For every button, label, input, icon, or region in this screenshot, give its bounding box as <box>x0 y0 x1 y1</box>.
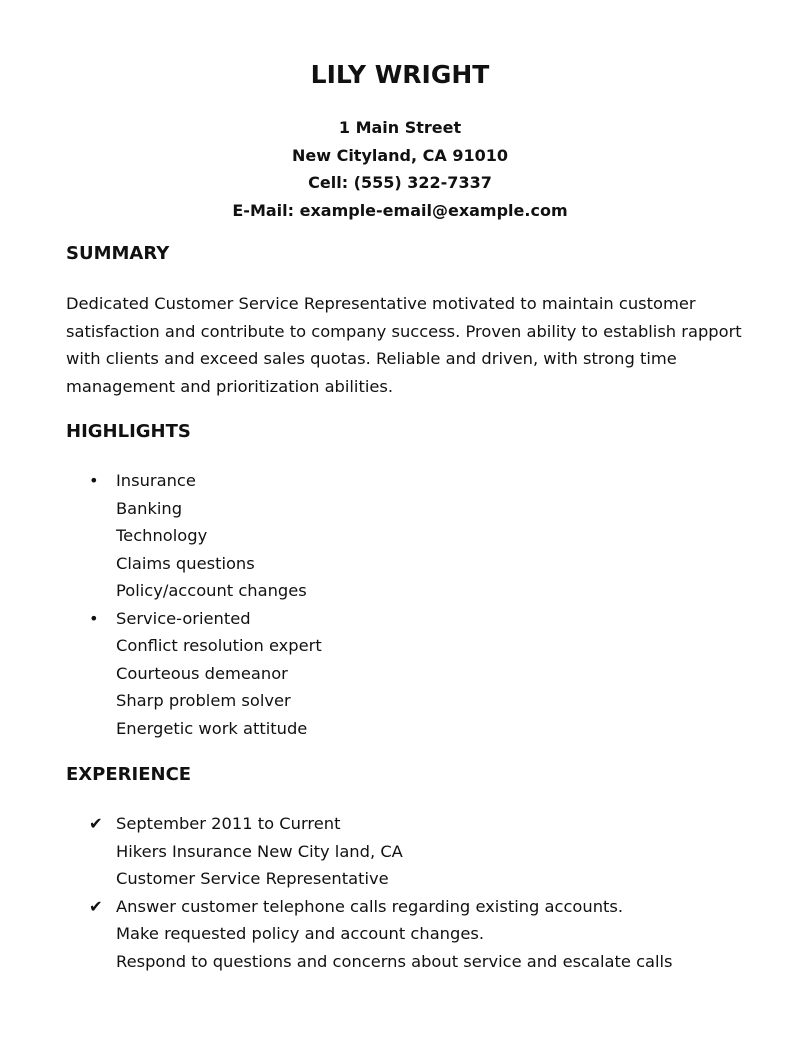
list-item-text: Conflict resolution expert <box>116 636 322 655</box>
email-line: E-Mail: example-email@example.com <box>232 200 568 220</box>
list-item-text: Banking <box>116 498 183 518</box>
list-item <box>116 577 322 605</box>
list-item-text: Policy/account changes <box>116 581 307 600</box>
list-item <box>116 948 673 976</box>
list-item-text: Technology <box>116 526 208 545</box>
list-item-text: Insurance <box>116 471 196 490</box>
contact-info <box>0 114 800 224</box>
list-item-text: Courteous demeanor <box>116 663 288 683</box>
list-item-text: Sharp problem solver <box>116 691 291 710</box>
experience-heading: EXPERIENCE <box>66 764 192 785</box>
city-line: New Cityland, CA 91010 <box>291 145 509 165</box>
list-item-text: Answer customer telephone calls regarding existing accounts. <box>116 896 624 916</box>
list-item <box>89 605 322 633</box>
candidate-name: LILY WRIGHT <box>310 60 490 89</box>
list-item-text: Respond to questions and concerns about service and escalate calls <box>116 951 673 971</box>
list-item <box>116 838 673 866</box>
list-item-text: Energetic work attitude <box>116 718 308 738</box>
highlights-heading: HIGHLIGHTS <box>66 421 191 442</box>
list-item <box>89 893 673 921</box>
summary-heading: SUMMARY <box>66 243 170 264</box>
list-item-text: Make requested policy and account changes. <box>116 924 485 943</box>
list-item <box>116 522 322 550</box>
list-item <box>116 660 322 688</box>
checkmark-icon: ✔ <box>89 896 103 916</box>
list-item-text: Service-oriented <box>116 608 251 628</box>
list-item-text: Customer Service Representative <box>116 869 389 888</box>
bullet-icon: • <box>89 471 99 490</box>
list-item-text: Hikers Insurance New City land, CA <box>116 841 403 861</box>
highlights-list <box>89 467 322 742</box>
list-item-text: September 2011 to Current <box>116 814 341 833</box>
list-item <box>116 495 322 523</box>
list-item <box>116 865 673 893</box>
list-item <box>89 467 322 495</box>
list-item <box>116 550 322 578</box>
list-item-text: Claims questions <box>116 553 255 573</box>
list-item <box>116 920 673 948</box>
experience-list <box>89 810 673 975</box>
bullet-icon: • <box>89 608 99 628</box>
address-line: 1 Main Street <box>338 118 462 137</box>
list-item <box>116 687 322 715</box>
summary-text: Dedicated Customer Service Representative motivated to maintain customer satisfaction and contribute to company success. Proven ability to establish rapport with clients and exceed sales quotas. Reliable and driven, with strong time management and prioritization abilities. <box>66 294 742 396</box>
list-item <box>116 715 322 743</box>
list-item <box>116 632 322 660</box>
list-item <box>89 810 673 838</box>
checkmark-icon: ✔ <box>89 814 103 833</box>
phone-line: Cell: (555) 322-7337 <box>308 173 492 193</box>
